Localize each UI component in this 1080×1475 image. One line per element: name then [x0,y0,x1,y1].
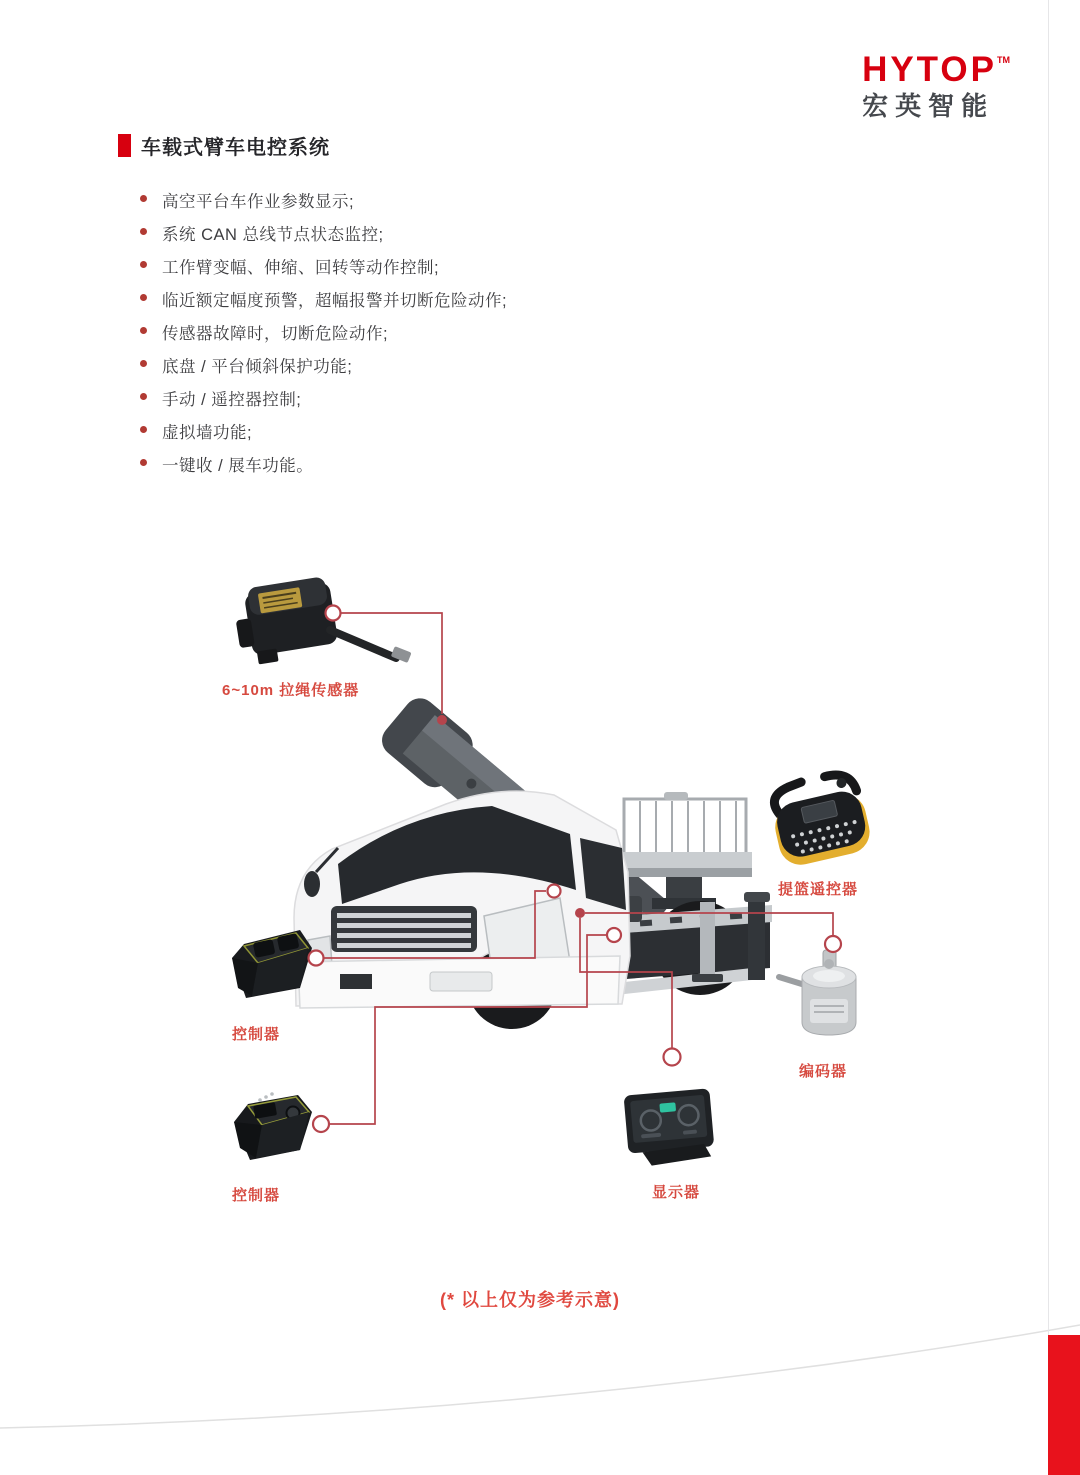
encoder-illustration [779,950,856,1035]
bullet-dot [140,228,147,235]
section-title [118,131,330,160]
label-controller-left: 控制器 [232,1026,281,1043]
connector-ring [326,606,341,621]
label-display: 显示器 [652,1184,701,1201]
label-basket-remote: 提篮遥控器 [778,881,859,898]
decorative-curve [0,1325,1080,1428]
rope-sensor-illustration [231,576,412,667]
list-item: 工作臂变幅、伸缩、回转等动作控制; [140,254,507,287]
label-controller-bottom: 控制器 [232,1187,281,1204]
bullet-dot [140,294,147,301]
bullet-dot [140,261,147,268]
list-item: 系统 CAN 总线节点状态监控; [140,221,507,254]
connector-controller-left [324,891,546,958]
bullet-dot [140,426,147,433]
rear-wheel [653,901,747,995]
truck-cab [294,791,630,1008]
display-illustration [624,1088,716,1167]
bullet-dot [140,459,147,466]
page-edge-line [1048,0,1049,1475]
boom-arm [376,692,671,955]
logo-wordmark: HYTOP [862,50,997,89]
reference-note: (* 以上仅为参考示意) [440,1290,620,1310]
controller-bottom-illustration [234,1092,312,1160]
list-item: 手动 / 遥控器控制; [140,386,507,419]
label-rope-sensor: 6~10m 拉绳传感器 [222,682,360,699]
list-item: 虚拟墙功能; [140,419,507,452]
aerial-basket [616,792,752,909]
remote-illustration [766,769,874,869]
label-encoder: 编码器 [799,1063,848,1080]
bullet-dot [140,393,147,400]
connector-lines [324,613,833,1124]
page-title: 车载式臂车电控系统 [141,137,330,159]
connector-dot [437,715,447,725]
connector-ring [825,936,841,952]
connector-ring [313,1116,329,1132]
title-marker [118,134,131,157]
connector-display [580,918,672,1048]
connector-ring [548,885,561,898]
feature-list [140,188,507,485]
logo-subtitle: 宏英智能 [862,91,995,121]
connector-ring [664,1049,681,1066]
connector-dot [575,908,585,918]
controller-left-illustration [232,930,312,998]
connector-encoder [585,913,833,935]
connector-controller-bottom [330,935,606,1124]
connector-markers [309,606,842,1133]
list-item: 高空平台车作业参数显示; [140,188,507,221]
trademark-symbol: TM [997,55,1010,65]
corner-accent [1048,1335,1080,1475]
flatbed [557,892,772,998]
connector-ring [309,951,324,966]
bullet-dot [140,360,147,367]
list-item: 临近额定幅度预警，超幅报警并切断危险动作; [140,287,507,320]
connector-ring [607,928,621,942]
list-item: 一键收 / 展车功能。 [140,452,507,485]
list-item: 底盘 / 平台倾斜保护功能; [140,353,507,386]
bullet-dot [140,327,147,334]
hytop-logo [862,52,1010,119]
list-item: 传感器故障时，切断危险动作; [140,320,507,353]
front-wheel [467,939,557,1029]
truck-illustration [294,692,772,1029]
bullet-dot [140,195,147,202]
